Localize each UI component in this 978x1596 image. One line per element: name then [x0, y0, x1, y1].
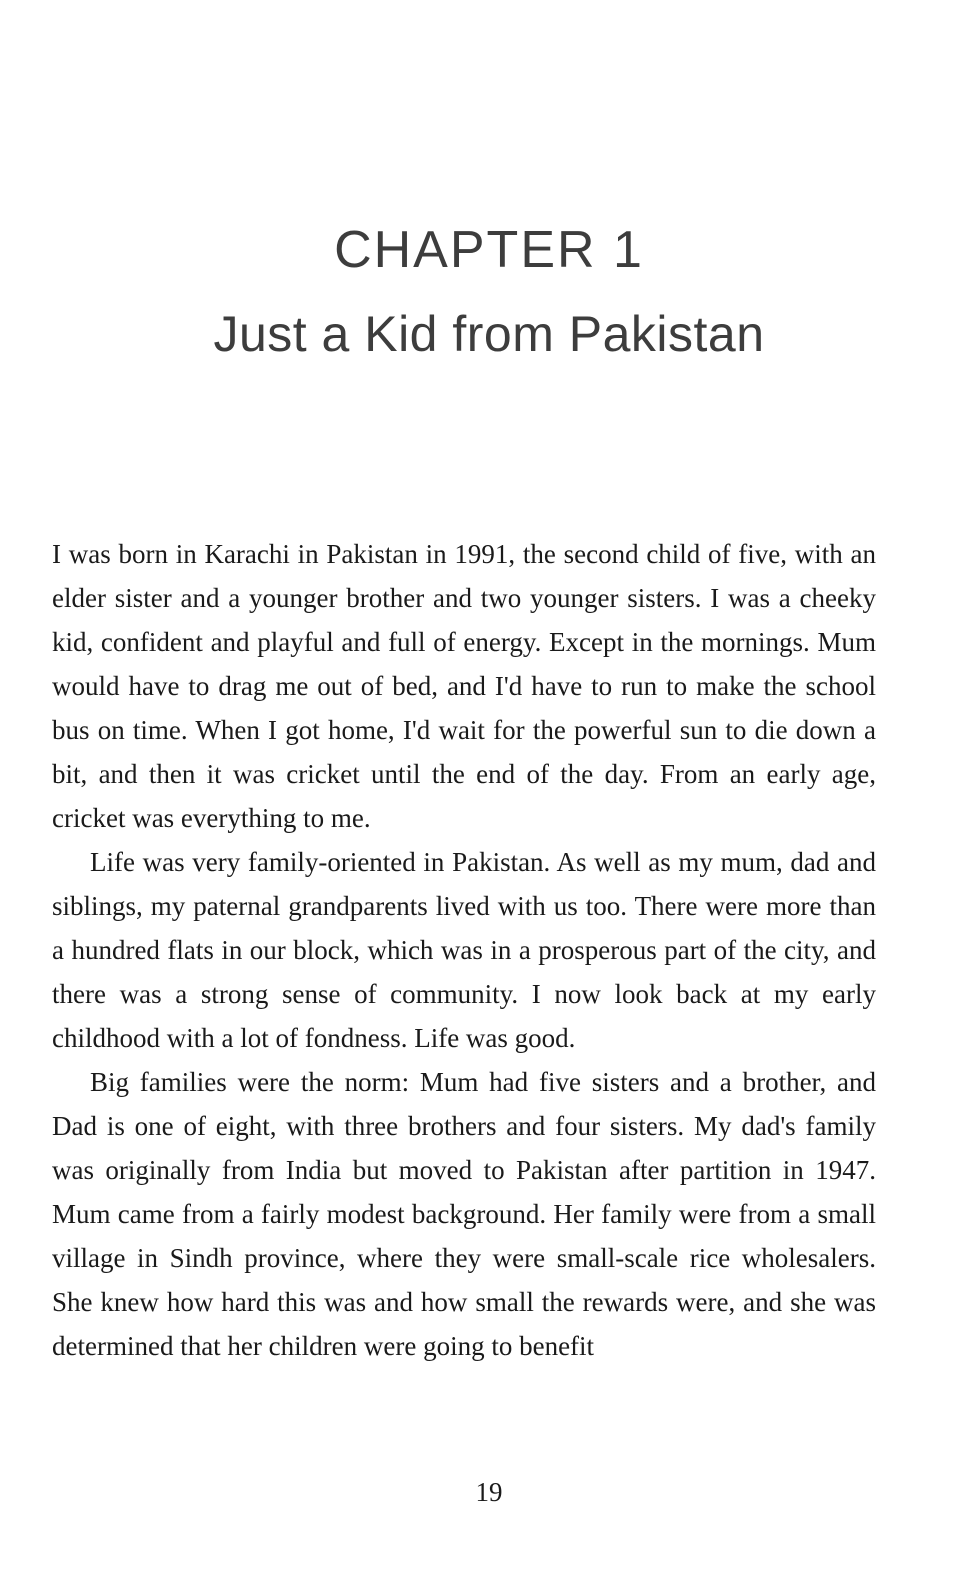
paragraph: Life was very family-oriented in Pakistan. As well as my mum, dad and siblings, my paternal grandparents lived with us too. There were more than a hundred flats in our block, which was in a prosperous part of the city, and there was a strong sense of community. I now look back at my early childhood with a lot of fondness. Life was good. — [52, 847, 876, 1054]
paragraph: Big families were the norm: Mum had five sisters and a brother, and Dad is one of eight, with three brothers and four sisters. My dad's family was originally from India but moved to Pakistan after partition in 1947. Mum came from a fairly modest background. Her family were from a small village in Sindh province, where they were small-scale rice wholesalers. She knew how hard this was and how small the rewards were, and she was determined that her children were going to benefit — [52, 1067, 876, 1362]
chapter-heading — [0, 0, 978, 362]
chapter-title: Just a Kid from Pakistan — [213, 306, 765, 363]
paragraph: I was born in Karachi in Pakistan in 1991, the second child of five, with an elder sister and a younger brother and two younger sisters. I was a cheeky kid, confident and playful and full of energy. Except in the mornings. Mum would have to drag me out of bed, and I'd have to run to make the school bus on time. When I got home, I'd wait for the powerful sun to die down a bit, and then it was cricket until the end of the day. From an early age, cricket was everything to me. — [52, 539, 876, 834]
chapter-label: CHAPTER 1 — [334, 221, 644, 279]
page-number: 19 — [475, 1477, 503, 1507]
body-text — [0, 532, 978, 1368]
